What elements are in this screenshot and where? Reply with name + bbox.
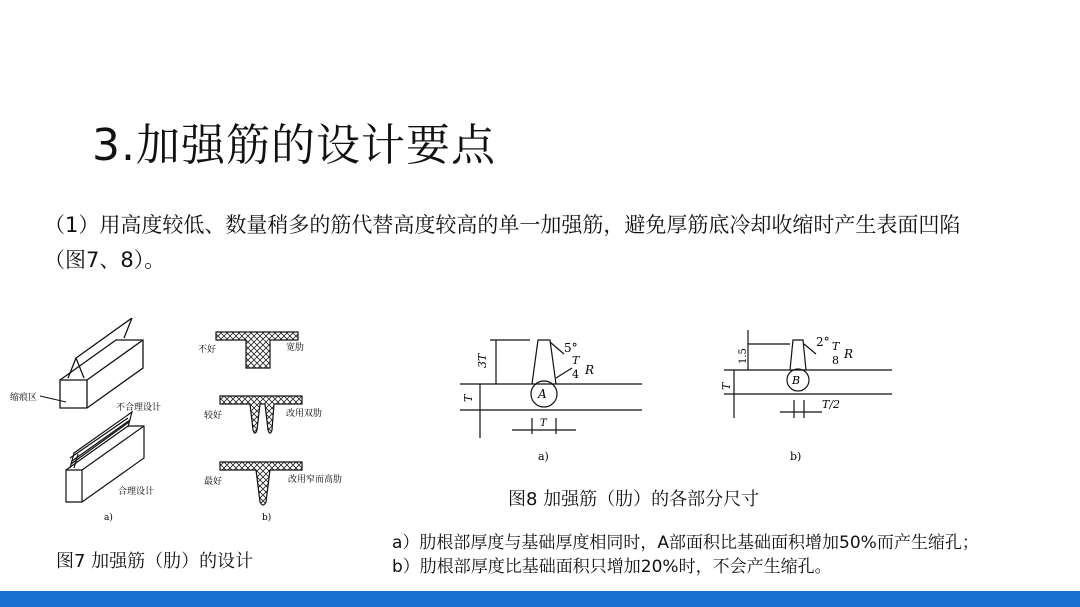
fig7-shrink-label: 缩痕区: [10, 393, 38, 403]
a-3t-label: 3T: [476, 353, 489, 368]
a-point-label: A: [538, 387, 547, 401]
bottom-accent-bar: [0, 591, 1080, 607]
fig7-best-label: 最好: [204, 477, 223, 487]
figure-7-drawing: [8, 318, 368, 528]
fig7-better-label: 较好: [204, 411, 223, 421]
a-r-label: R: [585, 363, 595, 377]
a-bottom-t-label: T: [540, 418, 547, 429]
b-2deg-label: 2°: [816, 335, 830, 349]
a-t-over-4-num: T: [572, 354, 580, 367]
paragraph-line-1: （1）用高度较低、数量稍多的筋代替高度较高的单一加强筋，避免厚筋底冷却收缩时产生表面凹陷: [44, 213, 961, 237]
shrink-leader-line: [40, 396, 66, 402]
fig7-wide-label: 宽肋: [286, 343, 305, 353]
fig7-unreasonable-label: 不合理设计: [116, 403, 162, 413]
single-rib-block: [60, 318, 143, 408]
fig8-a-label: a): [538, 450, 549, 463]
fig8-b-label: b): [790, 450, 802, 463]
b-point-label: B: [792, 374, 801, 387]
b-t-half-label: T/2: [822, 398, 841, 411]
b-rib-outline: [790, 340, 806, 370]
fig7-reasonable-label: 合理设计: [118, 487, 155, 497]
a-t-label: T: [462, 394, 475, 402]
a-rib-outline: [532, 340, 556, 384]
note-a: a）肋根部厚度与基础厚度相同时，A部面积比基础面积增加50%而产生缩孔；: [392, 533, 979, 553]
figure-7: [8, 318, 368, 528]
fig7-narrow-label: 改用窄而高肋: [288, 475, 343, 485]
figure-8-caption: 图8 加强筋（肋）的各部分尺寸: [508, 489, 760, 510]
b-r-label: R: [844, 347, 854, 361]
note-b: b）肋根部厚度比基础面积只增加20%时，不会产生缩孔。: [392, 557, 832, 577]
slide-title: 3.加强筋的设计要点: [92, 120, 496, 171]
figure-8-drawing: [452, 318, 902, 468]
b-1-5-label: 1.5: [738, 348, 749, 364]
a-t-over-4-den: 4: [572, 368, 579, 381]
b-t-over-8-den: 8: [832, 354, 839, 367]
b-t-over-8-num: T: [832, 340, 840, 353]
fig7-double-label: 改用双肋: [286, 409, 323, 419]
a-5deg-label: 5°: [564, 341, 578, 355]
body-paragraph: [44, 208, 1054, 278]
fig7-b-label: b): [262, 513, 272, 523]
b-t-label: T: [720, 382, 733, 390]
figure-7-caption: 图7 加强筋（肋）的设计: [56, 551, 254, 572]
fig7-bad-label: 不好: [198, 345, 217, 355]
fig7-a-label: a): [104, 513, 113, 523]
paragraph-line-2: （图7、8）。: [44, 248, 166, 272]
figure-8: [452, 318, 902, 468]
